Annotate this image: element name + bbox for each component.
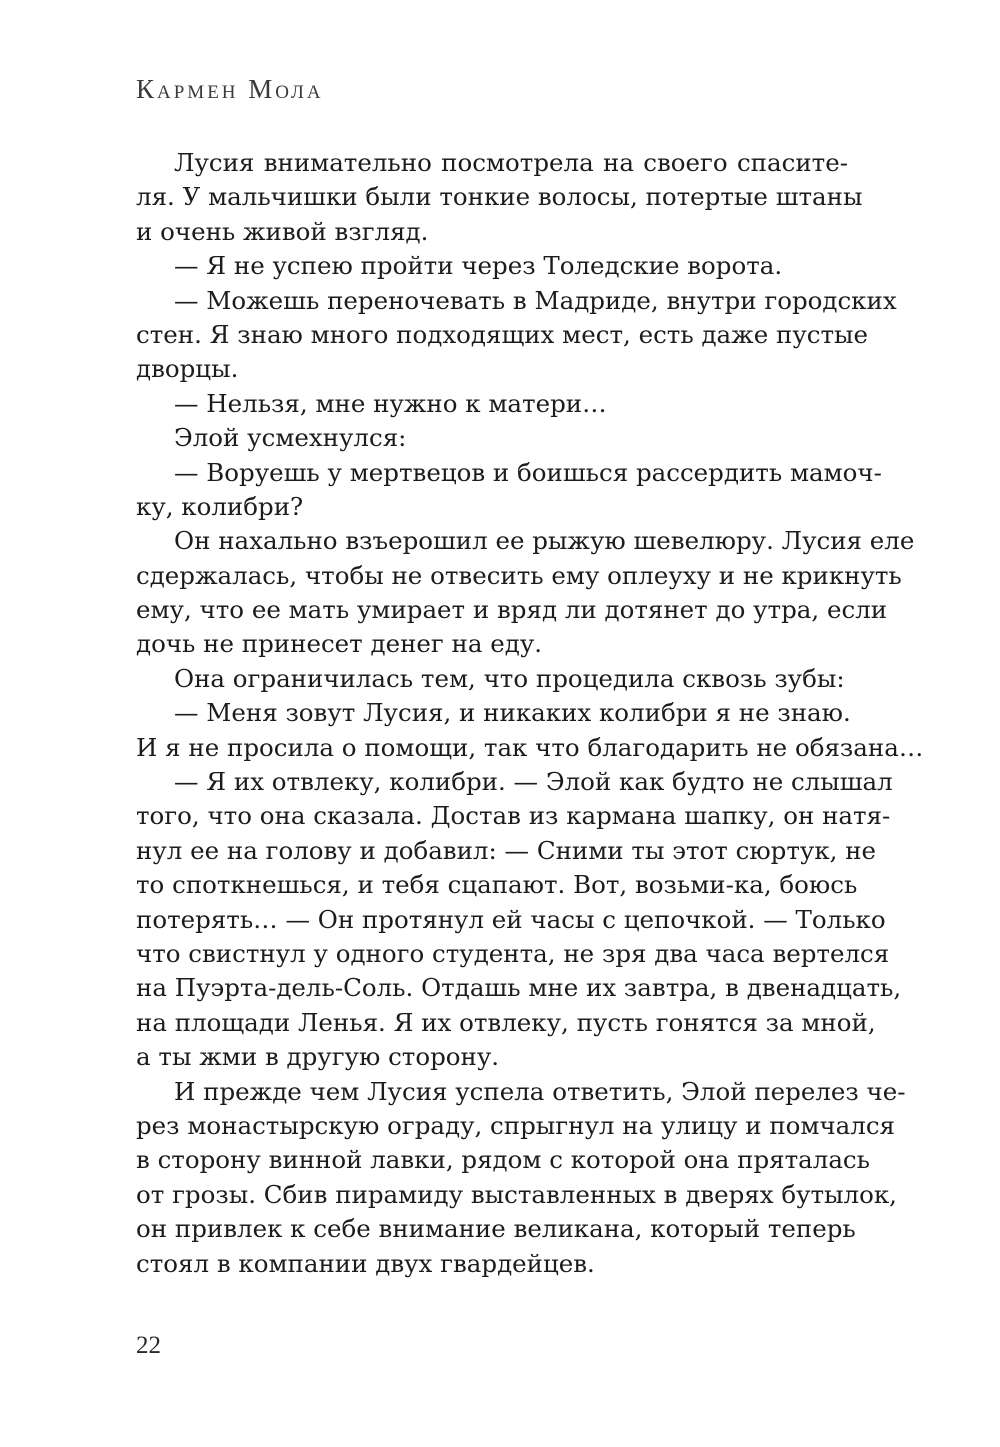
text-line: — Я их отвлеку, колибри. — Элой как будто не слышал (174, 767, 893, 797)
text-line: дворцы. (136, 354, 239, 384)
text-line: что свистнул у одного студента, не зря два часа вертелся (136, 938, 890, 968)
text-line: стоял в компании двух гвардейцев. (136, 1248, 595, 1278)
text-line: ку, колибри? (136, 491, 304, 521)
text-line: И я не просила о помощи, так что благодарить не обязана… (136, 732, 924, 762)
text-line: ля. У мальчишки были тонкие волосы, потертые штаны (136, 182, 863, 212)
text-line: а ты жми в другую сторону. (136, 1042, 500, 1072)
text-line: то споткнешься, и тебя сцапают. Вот, возьми-ка, боюсь (136, 870, 858, 900)
text-line: и очень живой взгляд. (136, 216, 429, 246)
text-line: Она ограничилась тем, что процедила сквозь зубы: (174, 663, 845, 693)
text-line: сдержалась, чтобы не отвесить ему оплеуху и не крикнуть (136, 560, 902, 590)
text-line: — Я не успею пройти через Толедские ворота. (174, 251, 783, 281)
text-line: Он нахально взъерошил ее рыжую шевелюру. Лусия еле (174, 526, 915, 556)
text-line: на Пуэрта-дель-Соль. Отдашь мне их завтра, в двенадцать, (136, 973, 902, 1003)
text-line: потерять… — Он протянул ей часы с цепочкой. — Только (136, 904, 886, 934)
text-line: рез монастырскую ограду, спрыгнул на улицу и помчался (136, 1110, 896, 1140)
text-line: на площади Ленья. Я их отвлеку, пусть гонятся за мной, (136, 1007, 876, 1037)
page-number: 22 (136, 1332, 161, 1359)
text-line: — Можешь переночевать в Мадриде, внутри городских (174, 285, 897, 315)
text-line: нул ее на голову и добавил: — Сними ты этот сюртук, не (136, 835, 877, 865)
text-line: Лусия внимательно посмотрела на своего спасите- (174, 148, 848, 177)
text-line: он привлек к себе внимание великана, который теперь (136, 1214, 856, 1244)
text-line: — Нельзя, мне нужно к матери… (174, 388, 607, 418)
text-line: в сторону винной лавки, рядом с которой она пряталась (136, 1145, 870, 1175)
text-line: — Меня зовут Лусия, и никаких колибри я не знаю. (174, 698, 851, 728)
text-line: стен. Я знаю много подходящих мест, есть даже пустые (136, 319, 869, 349)
body-text (136, 146, 924, 1281)
text-line: ему, что ее мать умирает и вряд ли дотянет до утра, если (136, 595, 888, 625)
running-header-author: Кармен Мола (136, 74, 324, 104)
text-line: дочь не принесет денег на еду. (136, 629, 543, 659)
text-line: от грозы. Сбив пирамиду выставленных в дверях бутылок, (136, 1179, 897, 1209)
text-line: Элой усмехнулся: (174, 423, 407, 453)
text-line: того, что она сказала. Достав из кармана шапку, он натя- (136, 801, 891, 831)
text-line: — Воруешь у мертвецов и боишься рассердить мамоч- (174, 457, 882, 487)
text-line: И прежде чем Лусия успела ответить, Элой перелез че- (174, 1076, 906, 1106)
